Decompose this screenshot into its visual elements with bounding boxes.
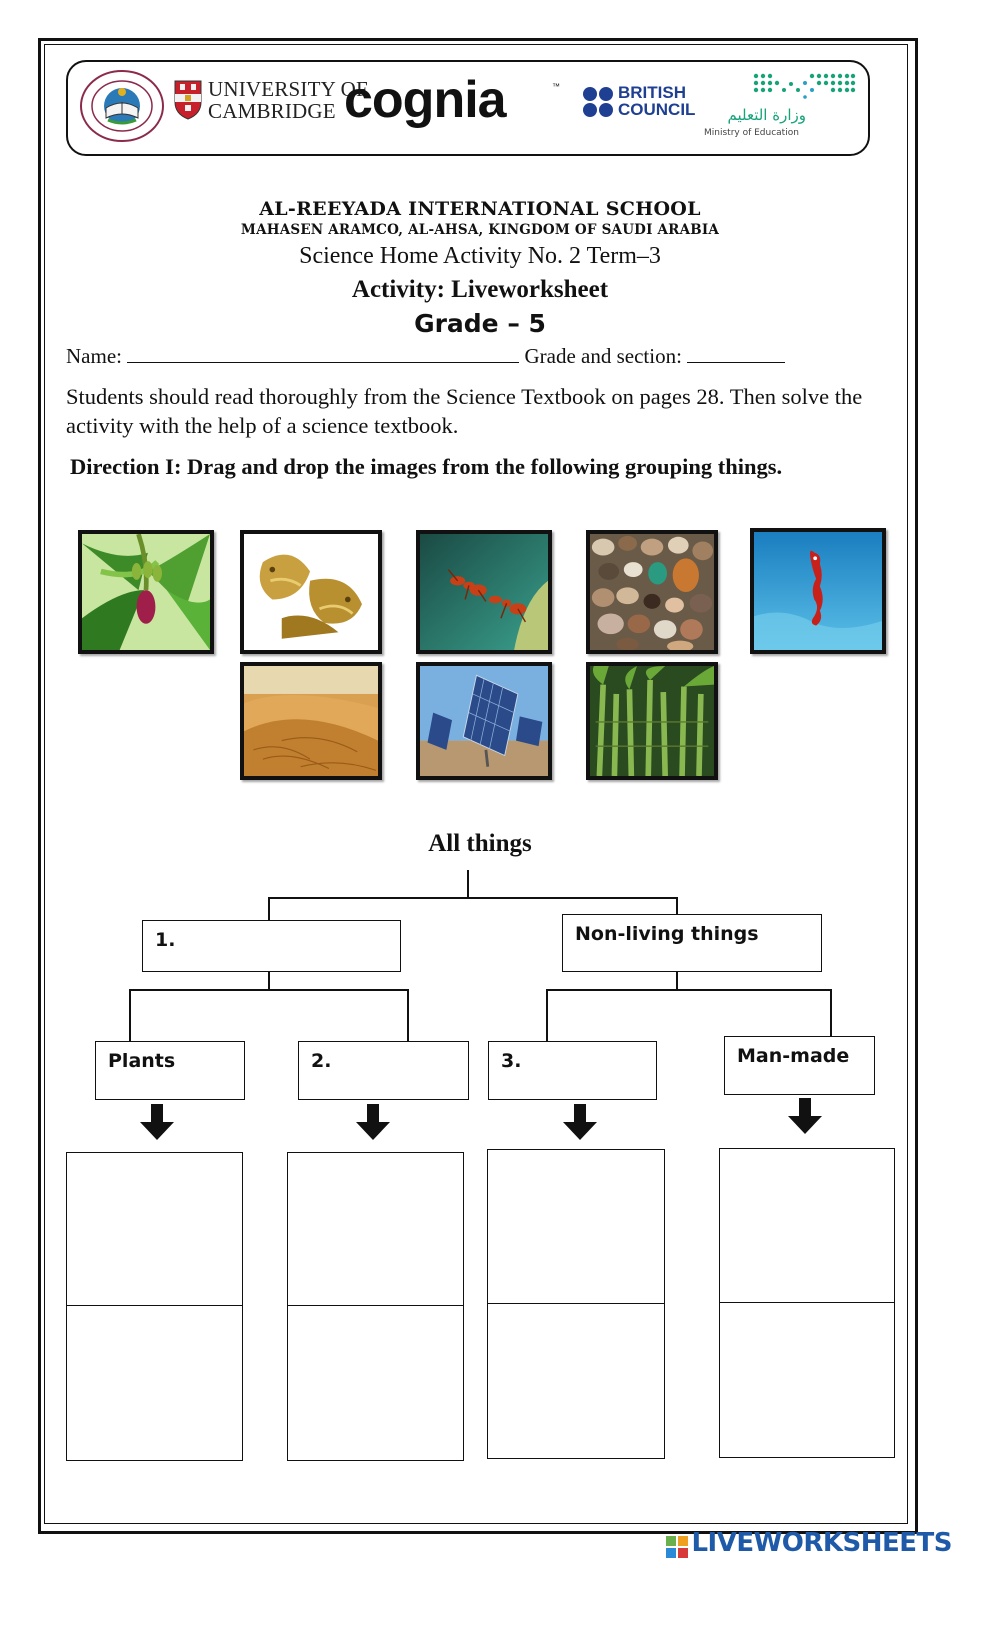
sugarcane-image[interactable] — [586, 662, 718, 780]
group-3-drop-zone-2[interactable] — [487, 1303, 665, 1459]
tree-connector — [676, 972, 678, 990]
tree-connector — [407, 989, 409, 1042]
name-label: Name: — [66, 344, 122, 368]
golden-fish-statue-image[interactable] — [240, 530, 382, 654]
grade-title: Grade – 5 — [414, 309, 546, 338]
name-row — [66, 344, 886, 369]
tree-connector — [676, 897, 678, 915]
ants-image[interactable] — [416, 530, 552, 654]
banana-plant-image[interactable] — [78, 530, 214, 654]
tree-connector — [830, 989, 832, 1037]
man-made-drop-zone-1[interactable] — [719, 1148, 895, 1304]
desert-sand-image[interactable] — [240, 662, 382, 780]
solar-panels-image[interactable] — [416, 662, 552, 780]
tree-connector — [268, 897, 270, 921]
down-arrow-icon — [788, 1098, 822, 1134]
cognia-trademark: ™ — [552, 82, 560, 91]
school-seal-logo — [78, 68, 166, 144]
group-3-drop-zone-1[interactable] — [487, 1149, 665, 1305]
blank-3-node[interactable]: 3. — [488, 1041, 657, 1100]
activity-title: Activity: Liveworksheet — [351, 276, 609, 303]
plants-drop-zone-1[interactable] — [66, 1152, 243, 1307]
group-2-drop-zone-1[interactable] — [287, 1152, 464, 1307]
seahorse-image[interactable] — [750, 528, 886, 654]
grade-section-input-line[interactable] — [687, 344, 785, 363]
man-made-node: Man-made — [724, 1036, 875, 1095]
school-name: AL-REEYADA INTERNATIONAL SCHOOL — [259, 198, 701, 220]
liveworksheets-logo-icon — [666, 1536, 688, 1558]
ministry-dots-logo — [752, 72, 856, 102]
name-input-line[interactable] — [127, 344, 519, 363]
ministry-english-text: Ministry of Education — [704, 128, 799, 138]
british-council-dots-icon — [582, 86, 614, 118]
activity-number: Science Home Activity No. 2 Term–3 — [299, 243, 661, 269]
british-council-text: BRITISH COUNCIL — [618, 83, 696, 119]
cambridge-shield-logo — [174, 80, 202, 120]
down-arrow-icon — [140, 1104, 174, 1140]
direction-text: Direction I: Drag and drop the images from the following grouping things. — [70, 454, 783, 479]
tree-connector — [129, 989, 131, 1042]
liveworksheets-watermark: LIVEWORKSHEETS — [691, 1528, 952, 1558]
plants-drop-zone-2[interactable] — [66, 1305, 243, 1461]
instructions-text: Students should read thoroughly from the Science Textbook on pages 28. Then solve the activity with the help of a science textbook. — [66, 384, 863, 438]
non-living-things-node: Non-living things — [562, 914, 822, 972]
tree-connector — [546, 989, 832, 991]
living-things-blank-1[interactable]: 1. — [142, 920, 401, 972]
grade-section-label: Grade and section: — [524, 344, 682, 368]
man-made-drop-zone-2[interactable] — [719, 1302, 895, 1458]
cambridge-logo-text: UNIVERSITY OF CAMBRIDGE — [208, 77, 368, 123]
tree-connector — [129, 989, 409, 991]
tree-connector — [268, 972, 270, 990]
ministry-arabic-text: وزارة التعليم — [727, 106, 806, 124]
cognia-logo: cognia — [344, 71, 506, 129]
tree-connector — [546, 989, 548, 1042]
blank-2-node[interactable]: 2. — [298, 1041, 469, 1100]
tree-connector — [467, 870, 469, 898]
group-2-drop-zone-2[interactable] — [287, 1305, 464, 1461]
down-arrow-icon — [563, 1104, 597, 1140]
pebbles-image[interactable] — [586, 530, 718, 654]
down-arrow-icon — [356, 1104, 390, 1140]
tree-connector — [268, 897, 678, 899]
tree-root-label: All things — [428, 830, 532, 857]
plants-node: Plants — [95, 1041, 245, 1100]
school-address: MAHASEN ARAMCO, AL-AHSA, KINGDOM OF SAUDI ARABIA — [240, 222, 720, 238]
